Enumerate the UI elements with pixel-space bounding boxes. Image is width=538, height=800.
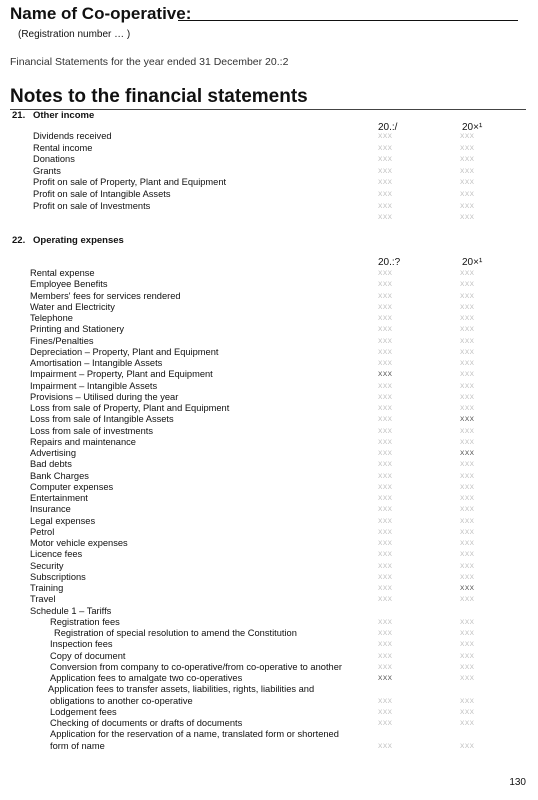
current-year-value: XXX bbox=[378, 371, 393, 379]
line-item bbox=[0, 527, 538, 538]
prior-year-value: XXX bbox=[460, 191, 475, 198]
line-item-label: Dividends received bbox=[33, 131, 112, 141]
line-item bbox=[0, 392, 538, 403]
line-item-label: Telephone bbox=[30, 313, 73, 323]
current-year-value: XXX bbox=[378, 405, 393, 412]
line-item-label: Members' fees for services rendered bbox=[30, 290, 181, 301]
prior-year-value: XXX bbox=[460, 348, 475, 356]
current-year-value: XXX bbox=[378, 540, 393, 547]
line-item bbox=[0, 718, 538, 729]
line-item-label: obligations to another co-operative bbox=[50, 695, 193, 706]
current-year-value: XXX bbox=[378, 630, 393, 637]
prior-year-value: XXX bbox=[460, 179, 475, 187]
line-item bbox=[0, 268, 538, 279]
prior-year-value: XXX bbox=[460, 495, 475, 502]
line-item-label: Bad debts bbox=[30, 459, 72, 470]
current-year-value: XXX bbox=[378, 281, 393, 289]
line-item-label: Schedule 1 – Tariffs bbox=[30, 605, 112, 616]
prior-year-value: XXX bbox=[460, 652, 475, 660]
prior-year-value: XXX bbox=[460, 315, 475, 322]
financial-statements-title: Financial Statements for the year ended 31 December 20.:2 bbox=[10, 56, 289, 68]
line-item bbox=[0, 347, 538, 358]
line-item bbox=[0, 729, 538, 740]
line-item-label: Inspection fees bbox=[50, 639, 113, 650]
current-year-value: XXX bbox=[378, 472, 393, 480]
prior-year-value: XXX bbox=[460, 540, 475, 547]
prior-year-value: XXX bbox=[460, 630, 475, 637]
line-item-label: Conversion from company to co-operative/from co-operative to another bbox=[50, 661, 342, 672]
prior-year-value: XXX bbox=[460, 292, 475, 300]
current-year-value: XXX bbox=[378, 214, 393, 222]
prior-year-value: XXX bbox=[460, 416, 475, 424]
prior-year-value: XXX bbox=[460, 483, 475, 491]
prior-year-value: XXX bbox=[460, 167, 475, 175]
line-item bbox=[0, 291, 538, 302]
current-year-value: XXX bbox=[378, 641, 393, 649]
note-22-title: Operating expenses bbox=[33, 235, 124, 246]
line-item-label: Advertising bbox=[30, 448, 76, 458]
line-item-label: Repairs and maintenance bbox=[30, 436, 136, 447]
prior-year-value: XXX bbox=[460, 663, 475, 671]
line-item-label: Rental expense bbox=[30, 268, 95, 278]
line-item bbox=[0, 549, 538, 560]
line-item bbox=[0, 448, 538, 459]
line-item-label: Loss from sale of Property, Plant and Equipment bbox=[30, 403, 230, 413]
line-item-label: Printing and Stationery bbox=[30, 324, 125, 335]
line-item bbox=[0, 617, 538, 628]
line-item-label: Water and Electricity bbox=[30, 301, 115, 312]
prior-year-value: XXX bbox=[460, 382, 475, 390]
prior-year-value: XXX bbox=[460, 618, 475, 626]
current-year-value: XXX bbox=[378, 461, 393, 469]
current-year-value: XXX bbox=[378, 326, 393, 334]
line-item bbox=[0, 189, 538, 200]
notes-title: Notes to the financial statements bbox=[10, 86, 308, 107]
line-item bbox=[0, 493, 538, 504]
cooperative-name-line bbox=[178, 20, 518, 21]
line-item bbox=[0, 336, 538, 347]
note-22-year-current: 20.:? bbox=[378, 257, 401, 268]
line-item-label: Registration fees bbox=[50, 616, 120, 627]
prior-year-value: XXX bbox=[460, 450, 475, 457]
current-year-value: XXX bbox=[378, 167, 393, 175]
prior-year-value: XXX bbox=[460, 326, 475, 334]
prior-year-value: XXX bbox=[460, 371, 475, 379]
prior-year-value: XXX bbox=[460, 697, 475, 705]
current-year-value: XXX bbox=[378, 697, 393, 705]
prior-year-value: XXX bbox=[460, 144, 475, 152]
current-year-value: XXX bbox=[378, 303, 393, 311]
line-item bbox=[0, 583, 538, 594]
current-year-value: XXX bbox=[378, 144, 393, 152]
line-item-label: Loss from sale of investments bbox=[30, 425, 153, 436]
line-item-label: Employee Benefits bbox=[30, 279, 108, 290]
prior-year-value: XXX bbox=[460, 517, 475, 525]
line-item-label: form of name bbox=[50, 740, 105, 751]
prior-year-value: XXX bbox=[460, 360, 475, 367]
line-item bbox=[0, 403, 538, 414]
current-year-value: XXX bbox=[378, 156, 393, 164]
line-item-label: Profit on sale of Investments bbox=[33, 200, 151, 211]
line-item bbox=[0, 201, 538, 212]
note-21-year-prior: 20×¹ bbox=[462, 122, 483, 133]
prior-year-value: XXX bbox=[460, 156, 475, 164]
line-item bbox=[0, 471, 538, 482]
current-year-value: XXX bbox=[378, 427, 393, 435]
current-year-value: XXX bbox=[378, 382, 393, 390]
line-item bbox=[0, 177, 538, 188]
current-year-value: XXX bbox=[378, 179, 393, 187]
line-item bbox=[0, 516, 538, 527]
current-year-value: XXX bbox=[378, 483, 393, 491]
line-item bbox=[0, 651, 538, 662]
line-item bbox=[0, 594, 538, 605]
current-year-value: XXX bbox=[378, 348, 393, 356]
prior-year-value: XXX bbox=[460, 506, 475, 514]
prior-year-value: XXX bbox=[460, 742, 475, 750]
current-year-value: XXX bbox=[378, 438, 393, 446]
line-item-label: Loss from sale of Intangible Assets bbox=[30, 414, 174, 425]
prior-year-value: XXX bbox=[460, 551, 475, 559]
registration-number: (Registration number … ) bbox=[18, 29, 131, 40]
note-22-heading bbox=[12, 235, 124, 246]
current-year-value: XXX bbox=[378, 663, 393, 671]
prior-year-value: XXX bbox=[460, 133, 475, 140]
prior-year-value: XXX bbox=[460, 438, 475, 446]
line-item bbox=[0, 212, 538, 223]
prior-year-value: XXX bbox=[460, 393, 475, 401]
line-item bbox=[0, 482, 538, 493]
current-year-value: XXX bbox=[378, 416, 393, 424]
line-item-label: Impairment – Intangible Assets bbox=[30, 380, 158, 391]
note-21-year-current: 20.:/ bbox=[378, 122, 398, 133]
cooperative-name-label: Name of Co-operative: bbox=[10, 4, 192, 23]
current-year-value: XXX bbox=[378, 506, 393, 514]
line-item bbox=[0, 684, 538, 695]
line-item-label: Application for the reservation of a name, translated form or shortened bbox=[50, 729, 339, 740]
prior-year-value: XXX bbox=[460, 641, 475, 649]
line-item bbox=[0, 561, 538, 572]
line-item-label: Checking of documents or drafts of documents bbox=[50, 718, 243, 728]
prior-year-value: XXX bbox=[460, 303, 475, 311]
prior-year-value: XXX bbox=[460, 427, 475, 435]
line-item bbox=[0, 504, 538, 515]
line-item bbox=[0, 538, 538, 549]
line-item bbox=[0, 131, 538, 142]
prior-year-value: XXX bbox=[460, 562, 475, 570]
line-item-label: Bank Charges bbox=[30, 470, 89, 481]
line-item bbox=[0, 662, 538, 673]
line-item bbox=[0, 696, 538, 707]
current-year-value: XXX bbox=[378, 708, 393, 716]
line-item bbox=[0, 707, 538, 718]
current-year-value: XXX bbox=[378, 393, 393, 401]
line-item-label: Grants bbox=[33, 165, 61, 176]
prior-year-value: XXX bbox=[460, 585, 475, 592]
line-item-label: Rental income bbox=[33, 142, 93, 153]
line-item-label: Provisions – Utilised during the year bbox=[30, 391, 179, 402]
line-item bbox=[0, 437, 538, 448]
line-item bbox=[0, 143, 538, 154]
current-year-value: XXX bbox=[378, 191, 393, 198]
line-item bbox=[0, 369, 538, 380]
line-item-label: Profit on sale of Intangible Assets bbox=[33, 189, 171, 199]
prior-year-value: XXX bbox=[460, 337, 475, 345]
note-22-year-prior: 20×¹ bbox=[462, 257, 483, 268]
line-item bbox=[0, 673, 538, 684]
line-item bbox=[0, 358, 538, 369]
line-item-label: Petrol bbox=[30, 526, 55, 537]
current-year-value: XXX bbox=[378, 270, 393, 277]
current-year-value: XXX bbox=[378, 528, 393, 536]
current-year-value: XXX bbox=[378, 450, 393, 457]
prior-year-value: XXX bbox=[460, 270, 475, 277]
line-item-label: Impairment – Property, Plant and Equipment bbox=[30, 369, 213, 380]
current-year-value: XXX bbox=[378, 618, 393, 626]
page-number: 130 bbox=[509, 777, 526, 788]
current-year-value: XXX bbox=[378, 720, 393, 727]
prior-year-value: XXX bbox=[460, 528, 475, 536]
prior-year-value: XXX bbox=[460, 472, 475, 480]
line-item bbox=[0, 572, 538, 583]
line-item bbox=[0, 381, 538, 392]
current-year-value: XXX bbox=[378, 742, 393, 750]
line-item-label: Donations bbox=[33, 154, 75, 165]
prior-year-value: XXX bbox=[460, 596, 475, 604]
current-year-value: XXX bbox=[378, 202, 393, 210]
current-year-value: XXX bbox=[378, 652, 393, 660]
note-22-number: 22. bbox=[12, 235, 26, 246]
line-item-label: Subscriptions bbox=[30, 571, 86, 582]
prior-year-value: XXX bbox=[460, 573, 475, 581]
line-item-label: Fines/Penalties bbox=[30, 335, 94, 346]
line-item-label: Copy of document bbox=[50, 650, 126, 661]
prior-year-value: XXX bbox=[460, 405, 475, 412]
line-item bbox=[0, 741, 538, 752]
current-year-value: XXX bbox=[378, 315, 393, 322]
line-item bbox=[0, 459, 538, 470]
prior-year-value: XXX bbox=[460, 281, 475, 289]
prior-year-value: XXX bbox=[460, 461, 475, 469]
note-21-heading bbox=[12, 110, 94, 121]
line-item-label: Security bbox=[30, 560, 64, 571]
line-item-label: Insurance bbox=[30, 504, 71, 515]
line-item-label: Computer expenses bbox=[30, 481, 114, 492]
line-item bbox=[0, 324, 538, 335]
line-item-label: Licence fees bbox=[30, 549, 83, 560]
current-year-value: XXX bbox=[378, 337, 393, 345]
line-item bbox=[0, 414, 538, 425]
line-item-label: Motor vehicle expenses bbox=[30, 538, 128, 548]
line-item bbox=[0, 154, 538, 165]
line-item-label: Depreciation – Property, Plant and Equipment bbox=[30, 346, 219, 357]
line-item-label: Application fees to transfer assets, liabilities, rights, liabilities and bbox=[48, 684, 315, 695]
line-item-label: Entertainment bbox=[30, 493, 88, 503]
line-item-label: Application fees to amalgate two co-operatives bbox=[50, 673, 243, 683]
line-item bbox=[0, 313, 538, 324]
prior-year-value: XXX bbox=[460, 708, 475, 716]
current-year-value: XXX bbox=[378, 133, 393, 140]
note-21-number: 21. bbox=[12, 110, 26, 121]
current-year-value: XXX bbox=[378, 551, 393, 559]
line-item-label: Profit on sale of Property, Plant and Equipment bbox=[33, 177, 227, 188]
prior-year-value: XXX bbox=[460, 675, 475, 682]
line-item-label: Lodgement fees bbox=[50, 706, 117, 717]
line-item bbox=[0, 606, 538, 617]
line-item-label: Amortisation – Intangible Assets bbox=[30, 358, 163, 368]
line-item bbox=[0, 628, 538, 639]
line-item bbox=[0, 639, 538, 650]
current-year-value: XXX bbox=[378, 596, 393, 604]
prior-year-value: XXX bbox=[460, 202, 475, 210]
current-year-value: XXX bbox=[378, 292, 393, 300]
line-item bbox=[0, 166, 538, 177]
current-year-value: XXX bbox=[378, 675, 393, 682]
line-item-label: Training bbox=[30, 583, 64, 593]
prior-year-value: XXX bbox=[460, 720, 475, 727]
line-item-label: Registration of special resolution to amend the Constitution bbox=[54, 628, 297, 638]
line-item-label: Legal expenses bbox=[30, 515, 96, 526]
current-year-value: XXX bbox=[378, 562, 393, 570]
prior-year-value: XXX bbox=[460, 214, 475, 222]
line-item-label: Travel bbox=[30, 594, 56, 605]
current-year-value: XXX bbox=[378, 573, 393, 581]
line-item bbox=[0, 302, 538, 313]
line-item bbox=[0, 426, 538, 437]
current-year-value: XXX bbox=[378, 360, 393, 367]
current-year-value: XXX bbox=[378, 495, 393, 502]
note-21-title: Other income bbox=[33, 110, 95, 121]
current-year-value: XXX bbox=[378, 517, 393, 525]
line-item bbox=[0, 279, 538, 290]
current-year-value: XXX bbox=[378, 585, 393, 592]
